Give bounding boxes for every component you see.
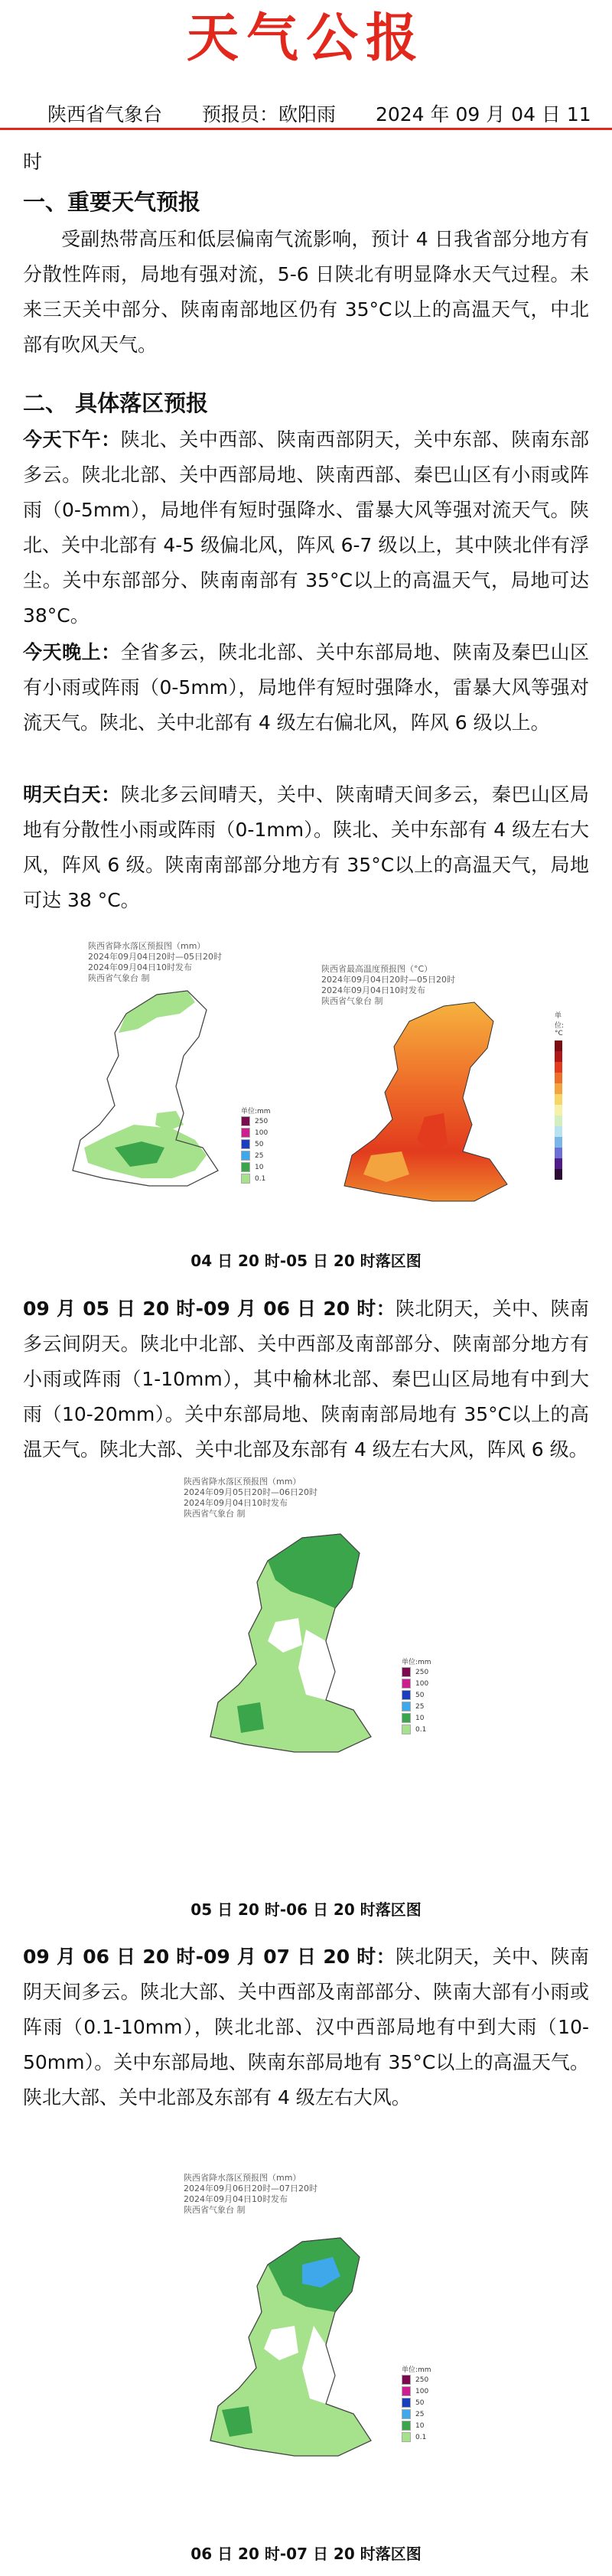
forecast-lead: 明天白天： [23,783,121,806]
map-producer: 陕西省气象台 制 [184,1509,246,1519]
legend-swatch [402,2409,411,2419]
colorbar-segment [555,1115,562,1126]
legend-value: 10 [415,2421,425,2430]
legend-value: 10 [255,1163,264,1171]
legend-swatch [402,1667,411,1677]
figure-caption-3: 06 日 20 时-07 日 20 时落区图 [190,2545,422,2563]
legend-value: 250 [255,1117,269,1125]
legend-value: 250 [415,2376,429,2384]
colorbar-segment [555,1083,562,1094]
org-name: 陕西省气象台 [47,103,163,125]
forecast-lead: 09 月 05 日 20 时-09 月 06 日 20 时： [23,1298,396,1320]
temperature-colorbar [555,1040,562,1180]
map-issue-time: 2024年09月04日10时发布 [321,985,425,995]
map-issue-time: 2024年09月04日10时发布 [184,2194,288,2204]
map-period: 2024年09月04日20时—05日20时 [321,975,455,985]
issue-datetime-wrap: 时 [23,151,43,173]
forecast-lead: 今天晚上： [23,641,121,663]
colorbar-segment [555,1126,562,1137]
legend-swatch [241,1151,250,1161]
rain-forecast-map-1 [42,941,295,1216]
legend-value: 10 [415,1714,425,1722]
legend-value: 25 [255,1151,264,1160]
map-title: 陕西省最高温度预报图（°C） [321,964,433,974]
legend-value: 50 [415,1691,425,1699]
legend-swatch [402,2432,411,2442]
legend-unit: 单位:°C [555,1012,565,1037]
legend-unit: 单位:mm [402,2366,431,2374]
forecast-tonight [23,635,589,741]
shaanxi-rain-map [176,1477,444,1783]
colorbar-segment [555,1105,562,1115]
legend-swatch [241,1128,250,1138]
legend-value: 0.1 [255,1174,266,1183]
legend-swatch [241,1162,250,1172]
rain-legend [402,1656,431,1735]
section-heading-detail: 二、 具体落区预报 [23,390,209,416]
rain-forecast-map-2 [176,1477,444,1783]
legend-swatch [402,2398,411,2408]
shaanxi-temperature-map [310,964,570,1224]
forecast-text: 全省多云，陕北北部、关中东部局地、陕南及秦巴山区有小雨或阵雨（0-5mm），局地伴有短时强降水，雷暴大风等强对流天气。陕北、关中北部有 4 级左右偏北风，阵风 6 级以上。 [23,641,589,734]
legend-unit: 单位:mm [241,1108,271,1115]
section-important-text: 受副热带高压和低层偏南气流影响，预计 4 日我省部分地方有分散性阵雨，局地有强对流，5-6 日陕北有明显降水天气过程。未来三天关中部分、陕南南部地区仍有 35°C以上的高温天气，中北部有吹风天气。 [23,228,589,356]
legend-swatch [402,1690,411,1700]
legend-value: 25 [415,1702,425,1711]
forecast-text: 陕北、关中西部、陕南西部阴天，关中东部、陕南东部多云。陕北北部、关中西部局地、陕南西部、秦巴山区有小雨或阵雨（0-5mm），局地伴有短时强降水、雷暴大风等强对流天气。陕北、关中北部有 4-5 级偏北风，阵风 6-7 级以上，其中陕北伴有浮尘。关中东部部分、陕南南部有 35°C以上的高温天气，局地可达 38°C。 [23,428,589,627]
legend-value: 250 [415,1668,429,1676]
bulletin-title: 天气公报 [186,8,425,69]
legend-value: 0.1 [415,2433,427,2441]
figure-caption-1: 04 日 20 时-05 日 20 时落区图 [190,1252,422,1270]
forecast-text: 陕北多云间晴天，关中、陕南晴天间多云，秦巴山区局地有分散性小雨或阵雨（0-1mm）。陕北、关中东部有 4 级左右大风，阵风 6 级。陕南南部部分地方有 35°C以上的高温天气，局地可达 38 °C。 [23,783,589,911]
forecast-text: 陕北阴天，关中、陕南多云间阴天。陕北中北部、关中西部及南部部分、陕南部分地方有小雨或阵雨（1-10mm），其中榆林北部、秦巴山区局地有中到大雨（10-20mm）。关中东部局地、陕南南部局地有 35°C以上的高温天气。陕北大部、关中北部及东部有 4 级左右大风，阵风 6 级。 [23,1298,589,1461]
forecast-sep05-06 [23,1291,589,1467]
legend-value: 100 [415,1679,429,1688]
temperature-legend [555,1010,570,1180]
forecast-this-afternoon [23,422,589,633]
legend-swatch [402,2386,411,2396]
map-period: 2024年09月04日20时—05日20时 [88,952,222,962]
forecast-tomorrow-day [23,777,589,918]
forecast-lead: 09 月 06 日 20 时-09 月 07 日 20 时： [23,1946,396,1968]
bulletin-meta [47,99,612,127]
legend-swatch [402,1713,411,1723]
forecast-lead: 今天下午： [23,428,121,451]
legend-value: 0.1 [415,1725,427,1734]
map-period: 2024年09月05日20时—06日20时 [184,1487,317,1497]
rain-forecast-map-3 [176,2173,444,2502]
colorbar-segment [555,1051,562,1062]
issue-datetime: 2024 年 09 月 04 日 11 [375,103,591,125]
forecaster: 预报员：欧阳雨 [201,103,336,125]
map-title: 陕西省降水落区预报图（mm） [184,1477,301,1487]
legend-value: 50 [255,1140,264,1148]
legend-swatch [402,1702,411,1711]
colorbar-segment [555,1137,562,1148]
map-issue-time: 2024年09月04日10时发布 [88,962,192,972]
header-divider [0,128,612,130]
map-issue-time: 2024年09月04日10时发布 [184,1498,288,1508]
map-producer: 陕西省气象台 制 [321,996,383,1006]
legend-swatch [241,1174,250,1184]
map-period: 2024年09月06日20时—07日20时 [184,2184,317,2193]
legend-value: 50 [415,2399,425,2407]
map-producer: 陕西省气象台 制 [184,2205,246,2215]
section-heading-important: 一、重要天气预报 [23,189,201,215]
colorbar-segment [555,1169,562,1180]
legend-unit: 单位:mm [402,1659,431,1666]
legend-value: 100 [255,1128,269,1137]
legend-value: 100 [415,2387,429,2395]
legend-value: 25 [415,2410,425,2418]
legend-swatch [241,1139,250,1149]
legend-swatch [402,1679,411,1689]
legend-swatch [402,2375,411,2385]
map-producer: 陕西省气象台 制 [88,973,150,983]
colorbar-segment [555,1073,562,1083]
colorbar-segment [555,1094,562,1105]
rain-legend [402,2364,431,2443]
colorbar-segment [555,1148,562,1158]
legend-swatch [241,1116,250,1126]
map-title: 陕西省降水落区预报图（mm） [88,941,206,951]
map-title: 陕西省降水落区预报图（mm） [184,2173,301,2183]
legend-swatch [402,2421,411,2431]
legend-swatch [402,1724,411,1734]
rain-legend [241,1106,271,1184]
forecast-text: 陕北阴天，关中、陕南阴天间多云。陕北大部、关中西部及南部部分、陕南大部有小雨或阵雨（0.1-10mm），陕北北部、汉中西部局地有中到大雨（10-50mm）。关中东部局地、陕南东部局地有 35°C以上的高温天气。陕北大部、关中北部及东部有 4 级左右大风。 [23,1946,589,2109]
figure-caption-2: 05 日 20 时-06 日 20 时落区图 [190,1900,422,1919]
colorbar-segment [555,1040,562,1051]
max-temperature-map [310,964,570,1224]
forecast-sep06-07 [23,1939,589,2115]
shaanxi-rain-map [176,2173,444,2502]
colorbar-segment [555,1062,562,1073]
colorbar-segment [555,1158,562,1169]
